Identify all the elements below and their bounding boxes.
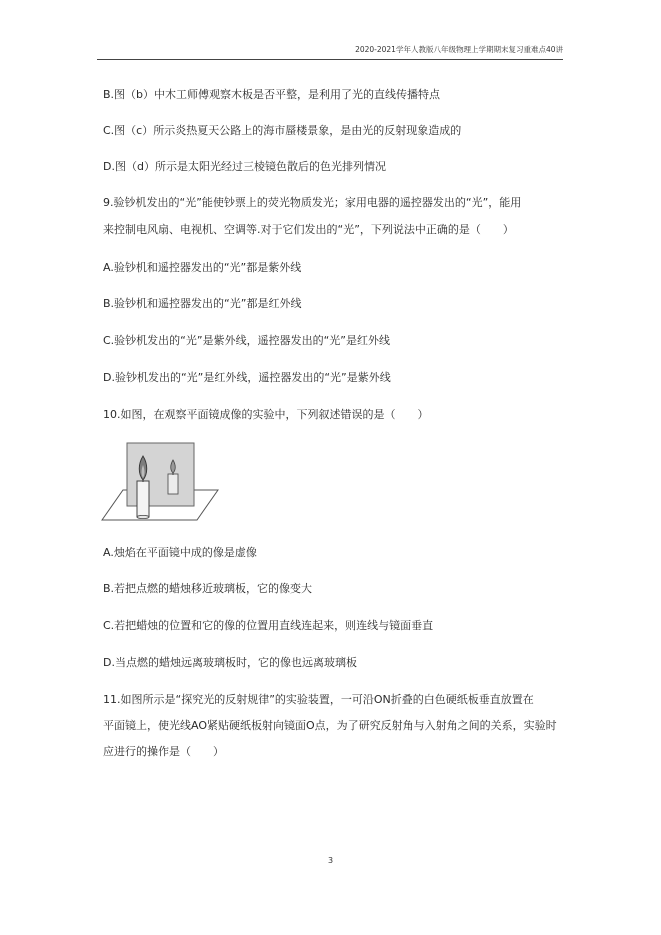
page-header: 2020-2021学年人教版八年级物理上学期期末复习重难点40讲 [355, 45, 563, 54]
option-b-q8: B.图（b）中木工师傅观察木板是否平整，是利用了光的直线传播特点 [103, 88, 441, 101]
question-10: 10.如图，在观察平面镜成像的实验中，下列叙述错误的是（ ） [103, 408, 429, 421]
option-d-q8: D.图（d）所示是太阳光经过三棱镜色散后的色光排列情况 [103, 160, 386, 173]
header-divider [97, 59, 563, 60]
option-c-q8: C.图（c）所示炎热夏天公路上的海市蜃楼景象，是由光的反射现象造成的 [103, 124, 462, 137]
question-11-line-3: 应进行的操作是（ ） [103, 745, 224, 758]
option-c-q9: C.验钞机发出的“光”是紫外线，遥控器发出的“光”是红外线 [103, 334, 390, 347]
option-a-q10: A.烛焰在平面镜中成的像是虚像 [103, 546, 257, 559]
page-number: 3 [327, 856, 334, 865]
option-b-q9: B.验钞机和遥控器发出的“光”都是红外线 [103, 297, 302, 310]
option-b-q10: B.若把点燃的蜡烛移近玻璃板，它的像变大 [103, 582, 313, 595]
option-a-q9: A.验钞机和遥控器发出的“光”都是紫外线 [103, 261, 302, 274]
question-9-line-1: 9.验钞机发出的“光”能使钞票上的荧光物质发光；家用电器的遥控器发出的“光”，能用 [103, 196, 522, 209]
option-d-q9: D.验钞机发出的“光”是红外线，遥控器发出的“光”是紫外线 [103, 371, 391, 384]
plane-mirror-candle-figure [101, 440, 219, 524]
question-9-line-2: 来控制电风扇、电视机、空调等.对于它们发出的“光”，下列说法中正确的是（ ） [103, 223, 514, 236]
question-11-line-2: 平面镜上，使光线AO紧贴硬纸板射向镜面O点，为了研究反射角与入射角之间的关系，实验时 [103, 719, 557, 732]
question-11-line-1: 11.如图所示是“探究光的反射规律”的实验装置，一可沿ON折叠的白色硬纸板垂直放置在 [103, 693, 534, 706]
option-d-q10: D.当点燃的蜡烛远离玻璃板时，它的像也远离玻璃板 [103, 656, 357, 669]
option-c-q10: C.若把蜡烛的位置和它的像的位置用直线连起来，则连线与镜面垂直 [103, 619, 434, 632]
